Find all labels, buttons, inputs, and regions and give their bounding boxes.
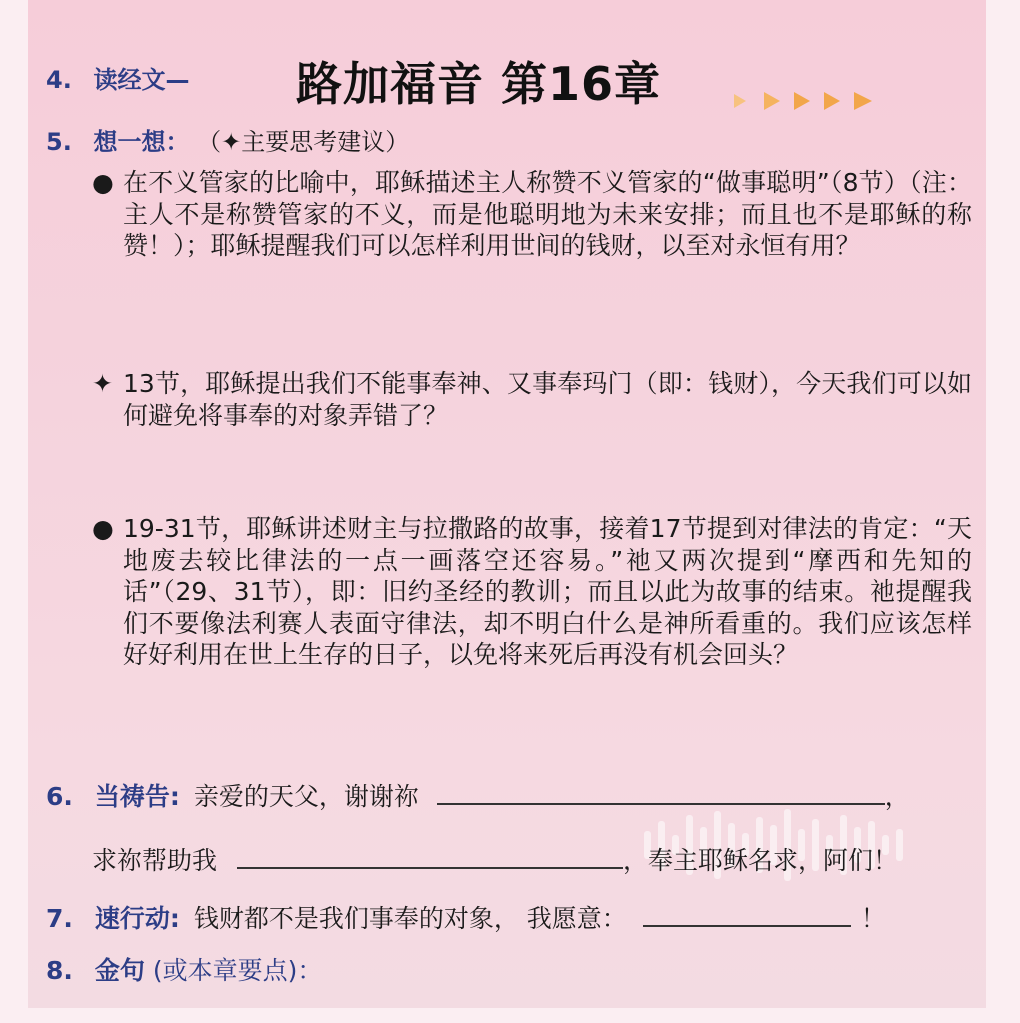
prayer-comma: ，	[884, 782, 910, 811]
item-number: 4.	[46, 66, 72, 94]
item-label: 想一想：	[93, 128, 190, 156]
action-line	[46, 899, 886, 935]
item-note: （✦主要思考建议）	[197, 128, 410, 156]
action-blank[interactable]	[643, 925, 851, 927]
prayer-help-blank[interactable]	[237, 867, 623, 869]
question-text: 在不义管家的比喻中，耶稣描述主人称赞不义管家的“做事聪明”（8节）（注：主人不是称赞管家的不义，而是他聪明地为未来安排；而且也不是耶稣的称赞！）；耶稣提醒我们可以怎样利用世间的钱财，以至对永恒有用？	[123, 168, 972, 261]
prayer-text: 亲爱的天父，谢谢祢	[193, 782, 419, 811]
golden-verse-line	[46, 951, 322, 987]
item-label: 金句	[94, 956, 145, 985]
arrow-decoration-icon	[732, 90, 882, 112]
item-reflect	[46, 122, 409, 157]
item-label: 速行动:	[94, 904, 180, 933]
item-read-scripture	[46, 60, 189, 95]
item-number: 7.	[46, 904, 73, 933]
item-number: 5.	[46, 128, 72, 156]
prayer-line-2	[92, 841, 898, 877]
item-label: 当祷告:	[94, 782, 180, 811]
bullet-star-icon: ✦	[92, 369, 113, 398]
bullet-dot-icon: ●	[92, 168, 114, 197]
question-3	[92, 513, 972, 671]
prayer-text: 求祢帮助我	[92, 846, 218, 875]
action-end: ！	[860, 904, 886, 933]
item-note: (或本章要点)：	[152, 956, 323, 985]
question-1	[92, 167, 972, 262]
item-number: 8.	[46, 956, 73, 985]
question-text: 13节，耶稣提出我们不能事奉神、又事奉玛门（即：钱财），今天我们可以如何避免将事奉的对象弄错了？	[123, 369, 972, 430]
item-number: 6.	[46, 782, 73, 811]
action-text: 钱财都不是我们事奉的对象， 我愿意：	[193, 904, 627, 933]
question-2	[92, 368, 972, 431]
bullet-dot-icon: ●	[92, 514, 114, 543]
question-text: 19-31节，耶稣讲述财主与拉撒路的故事，接着17节提到对律法的肯定：“天地废去较比律法的一点一画落空还容易。”祂又两次提到“摩西和先知的话”（29、31节），即：旧约圣经的教训；而且以此为故事的结束。祂提醒我们不要像法利赛人表面守律法，却不明白什么是神所看重的。我们应该怎样好好利用在世上生存的日子，以免将来死后再没有机会回头？	[123, 514, 972, 670]
prayer-line-1	[46, 777, 910, 813]
chapter-title: 路加福音 第16章	[296, 57, 662, 111]
prayer-closing: ，奉主耶稣名求，阿们！	[622, 846, 898, 875]
item-label: 读经文—	[93, 66, 190, 94]
prayer-thanks-blank[interactable]	[437, 803, 885, 805]
